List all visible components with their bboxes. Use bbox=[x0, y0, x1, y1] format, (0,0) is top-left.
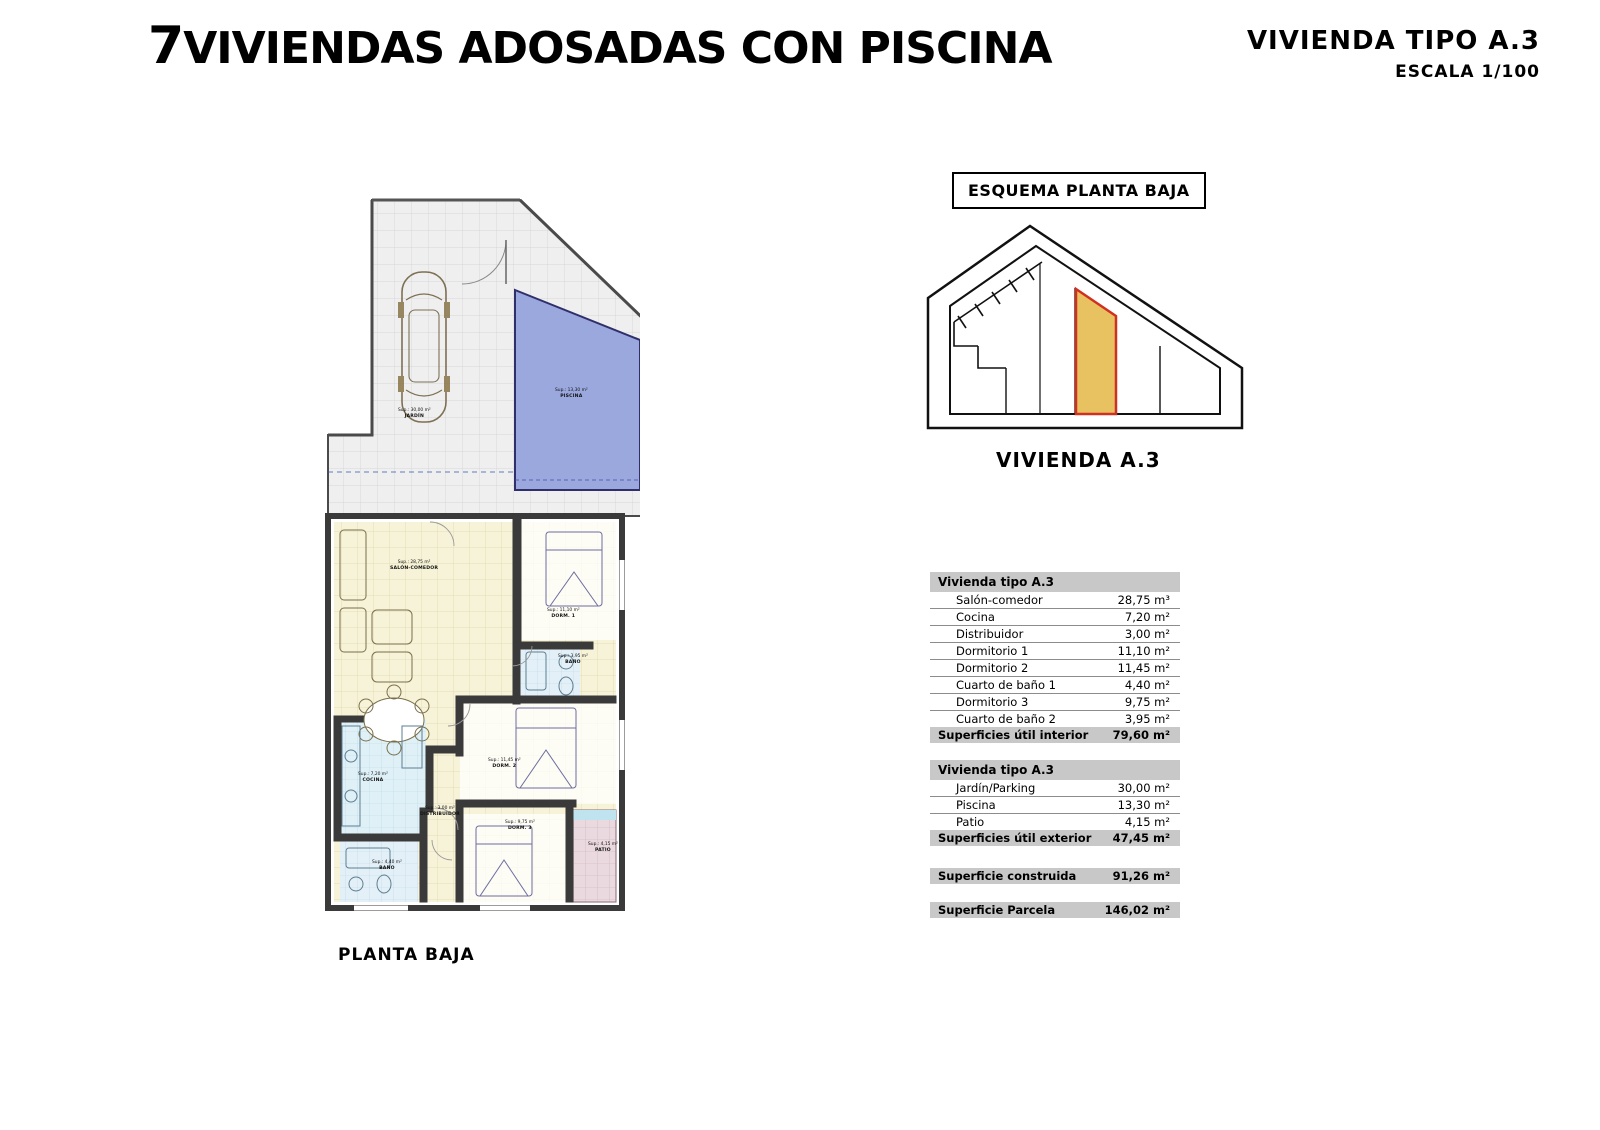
exterior-table-header: Vivienda tipo A.3 bbox=[930, 760, 1180, 780]
table-row: Cuarto de baño 1 4,40 m² bbox=[930, 677, 1180, 694]
built-area-table bbox=[930, 868, 1180, 884]
plan-label-dorm2: Sup.: 11,45 m² DORM. 2 bbox=[488, 758, 521, 769]
scheme-title: ESQUEMA PLANTA BAJA bbox=[952, 172, 1206, 209]
table-row: Piscina 13,30 m² bbox=[930, 797, 1180, 814]
parcel-area-table bbox=[930, 902, 1180, 918]
plan-label-piscina: Sup.: 13,30 m² PISCINA bbox=[555, 388, 588, 399]
table-row: Dormitorio 1 11,10 m² bbox=[930, 643, 1180, 660]
table-row: Jardín/Parking 30,00 m² bbox=[956, 781, 1170, 795]
plan-label-cocina: Sup.: 7,20 m² COCINA bbox=[358, 772, 388, 783]
table-total-row: Superficies útil interior 79,60 m² bbox=[930, 727, 1180, 743]
table-row: Distribuidor 3,00 m² bbox=[930, 626, 1180, 643]
dwelling-type-title: VIVIENDA TIPO A.3 bbox=[1246, 26, 1540, 56]
interior-table-header: Vivienda tipo A.3 bbox=[930, 572, 1180, 592]
table-total-row: Superficies útil exterior 47,45 m² bbox=[930, 830, 1180, 846]
plan-label-distribuidor: Sup.: 3,00 m² DISTRIBUIDOR bbox=[420, 806, 460, 817]
interior-areas-table bbox=[930, 572, 1180, 743]
plan-label-dorm1: Sup.: 11,10 m² DORM. 1 bbox=[547, 608, 580, 619]
table-row: Dormitorio 3 9,75 m² bbox=[930, 694, 1180, 711]
floor-plan-caption: PLANTA BAJA bbox=[338, 945, 475, 965]
page-title-number: 7 bbox=[148, 16, 184, 76]
page-title bbox=[148, 16, 1052, 76]
plan-label-jardin: Sup.: 30,00 m² JARDÍN bbox=[398, 408, 431, 419]
table-row: Salón-comedor 28,75 m³ bbox=[956, 593, 1170, 607]
floor-plan bbox=[310, 180, 640, 920]
outdoor-area bbox=[328, 200, 640, 516]
plan-label-salon: Sup.: 28,75 m² SALÓN-COMEDOR bbox=[390, 560, 439, 571]
plan-label-bano2: Sup.: 4,40 m² BAÑO bbox=[372, 860, 402, 871]
table-total-row: Superficie construida 91,26 m² bbox=[930, 868, 1180, 884]
site-scheme bbox=[920, 218, 1250, 442]
table-total-row: Superficie Parcela 146,02 m² bbox=[930, 902, 1180, 918]
plan-label-patio: Sup.: 4,15 m² PATIO bbox=[588, 842, 618, 853]
table-row: Cocina 7,20 m² bbox=[930, 609, 1180, 626]
table-header-row bbox=[930, 572, 1180, 592]
exterior-areas-table bbox=[930, 760, 1180, 846]
scale-label: ESCALA 1/100 bbox=[1395, 62, 1540, 82]
plan-label-dorm3: Sup.: 9,75 m² DORM. 3 bbox=[505, 820, 535, 831]
table-header-row bbox=[930, 760, 1180, 780]
scheme-caption: VIVIENDA A.3 bbox=[996, 448, 1161, 472]
table-row: Patio 4,15 m² bbox=[930, 814, 1180, 831]
table-row: Cuarto de baño 2 3,95 m² bbox=[930, 711, 1180, 728]
plan-label-bano1: Sup.: 3,95 m² BAÑO bbox=[558, 654, 588, 665]
table-row: Dormitorio 2 11,45 m² bbox=[930, 660, 1180, 677]
page-title-text: VIVIENDAS ADOSADAS CON PISCINA bbox=[183, 23, 1052, 74]
